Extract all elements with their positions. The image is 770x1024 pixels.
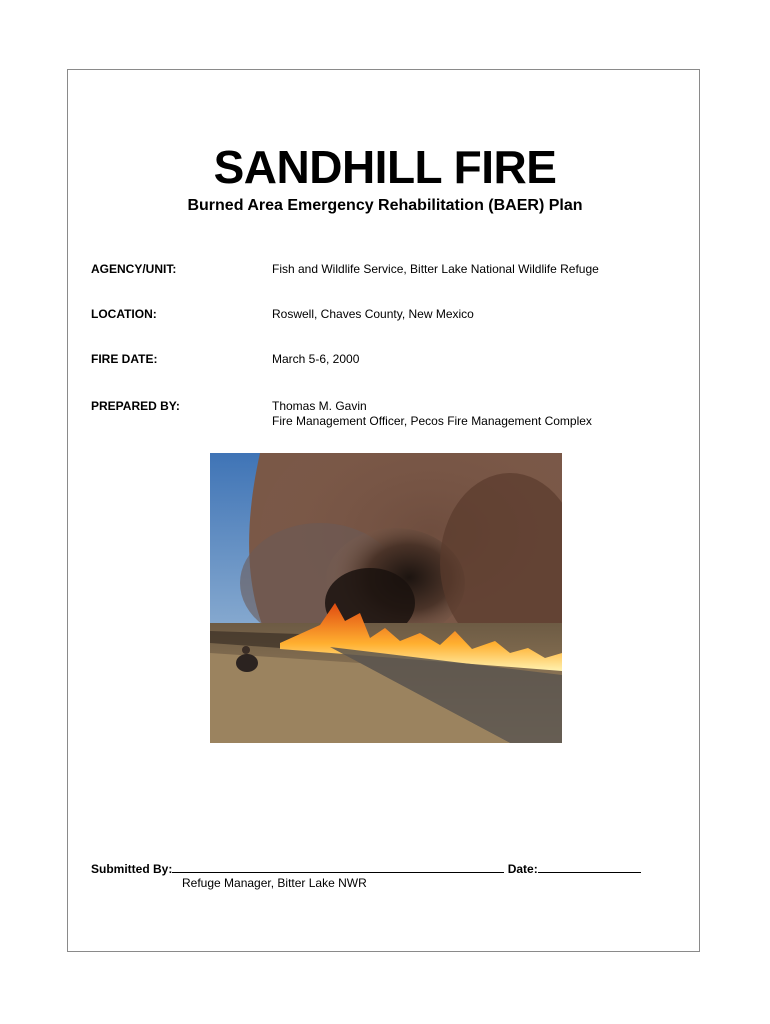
date-label: Date: bbox=[507, 862, 538, 876]
submitted-by-label: Submitted By: bbox=[91, 862, 173, 876]
document-subtitle: Burned Area Emergency Rehabilitation (BAER) Plan bbox=[187, 197, 583, 214]
fire-date-value: March 5-6, 2000 bbox=[272, 352, 360, 366]
prepared-by-label: PREPARED BY: bbox=[91, 399, 180, 413]
date-line[interactable] bbox=[538, 860, 641, 873]
location-label: LOCATION: bbox=[91, 307, 157, 321]
signature-line[interactable] bbox=[172, 860, 504, 873]
submitter-title: Refuge Manager, Bitter Lake NWR bbox=[182, 876, 367, 890]
wildfire-photo bbox=[210, 453, 562, 743]
location-value: Roswell, Chaves County, New Mexico bbox=[272, 307, 474, 321]
agency-label: AGENCY/UNIT: bbox=[91, 262, 177, 276]
prepared-by-title: Fire Management Officer, Pecos Fire Management Complex bbox=[272, 414, 592, 428]
submitted-by-row bbox=[91, 860, 641, 877]
prepared-by-name: Thomas M. Gavin bbox=[272, 399, 367, 413]
agency-value: Fish and Wildlife Service, Bitter Lake National Wildlife Refuge bbox=[272, 262, 599, 276]
document-title: SANDHILL FIRE bbox=[213, 141, 557, 193]
fire-date-label: FIRE DATE: bbox=[91, 352, 158, 366]
